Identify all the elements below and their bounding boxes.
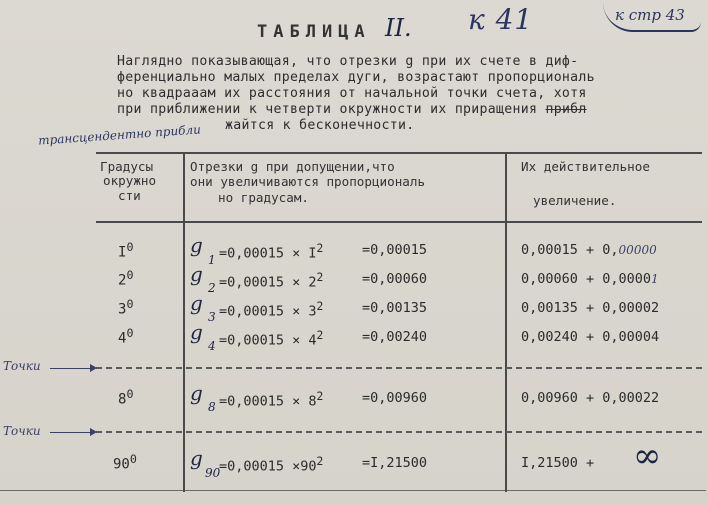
degree-sign: 0 [126, 297, 134, 311]
formula-power: 2 [316, 300, 324, 313]
actual-increase-cell [521, 271, 659, 287]
header-col1-line3: сти [118, 188, 141, 203]
actual-increase-cell [521, 300, 659, 316]
col-divider-2 [505, 152, 507, 492]
intro-line-4-text: при приближении к четверти окружности их приращения [117, 102, 538, 117]
result-cell: =0,00015 [362, 242, 428, 258]
degree-value: 8 [118, 391, 127, 408]
handwritten-digits: 00000 [618, 243, 657, 257]
degree-value: 90 [113, 456, 130, 473]
g-symbol: g [190, 262, 203, 286]
formula-power: 2 [316, 242, 324, 255]
header-col2-line2: они увеличиваются пропорциональ [190, 174, 426, 189]
header-col3-line1: Их действительное [521, 159, 650, 174]
formula-text: =0,00015 × 8 [219, 393, 317, 410]
g-subscript: 4 [208, 339, 216, 353]
formula-cell [219, 455, 323, 475]
g-subscript: 2 [208, 281, 216, 295]
intro-line-2: ференциально малых пределах дуги, возрастают пропорциональ [117, 70, 595, 85]
actual-increase-cell [521, 390, 659, 406]
actual-increase-value: 0,00240 + 0,00004 [521, 329, 660, 345]
degree-sign: 0 [129, 452, 137, 466]
result-cell: =0,00240 [362, 329, 428, 345]
formula-text: =0,00015 × 2 [219, 274, 317, 291]
infinity-symbol: ∞ [633, 436, 662, 476]
formula-text: =0,00015 ×90 [219, 458, 317, 475]
result-cell: =0,00135 [362, 300, 428, 316]
margin-label-tochki: Точки [3, 424, 41, 438]
table-bottom-border [0, 490, 706, 491]
actual-increase-value: 0,00060 + 0,0000 [521, 271, 652, 287]
degree-cell [113, 452, 137, 473]
formula-power: 2 [316, 455, 324, 468]
header-bottom-border [96, 221, 702, 223]
formula-power: 2 [316, 329, 324, 342]
degree-cell [118, 268, 133, 289]
intro-line-4 [117, 102, 587, 118]
struck-word: прибл [545, 102, 587, 117]
margin-arrow-icon [50, 368, 95, 369]
actual-increase-value: 0,00135 + 0,00002 [521, 300, 660, 316]
degree-sign: 0 [126, 268, 134, 282]
formula-text: =0,00015 × I [219, 245, 317, 262]
result-cell: =0,00060 [362, 271, 428, 287]
degree-sign: 0 [126, 326, 134, 340]
handwritten-page-ref: к 41 [468, 3, 534, 36]
degree-sign: 0 [126, 240, 134, 254]
formula-text: =0,00015 × 4 [219, 332, 317, 349]
degree-value: 4 [118, 330, 127, 347]
handwritten-margin-note: трансцендентно прибли [37, 122, 202, 148]
header-col3-line2: увеличение. [533, 193, 617, 208]
actual-increase-cell [521, 329, 659, 345]
g-symbol: g [190, 320, 203, 344]
actual-increase-value: 0,00015 + 0, [521, 242, 619, 258]
formula-cell [219, 300, 323, 320]
formula-text: =0,00015 × 3 [219, 303, 317, 320]
degree-cell [118, 240, 133, 261]
degree-value: I [118, 244, 127, 261]
formula-cell [219, 390, 323, 410]
g-subscript: 1 [208, 253, 216, 267]
handwritten-corner-ref: к стр 43 [615, 6, 685, 24]
actual-increase-value: I,21500 + [521, 455, 595, 471]
degree-cell [118, 297, 133, 318]
actual-increase-cell [521, 455, 594, 471]
degree-cell [118, 387, 133, 408]
table-title: ТАБЛИЦА [257, 22, 371, 42]
intro-line-3: но квадрааам их расстояния от начальной точки счета, хотя [117, 86, 587, 101]
row-separator-1 [96, 367, 702, 369]
g-subscript: 3 [208, 310, 216, 324]
header-col1-line2: окружно [103, 173, 157, 188]
g-symbol: g [190, 381, 203, 405]
actual-increase-value: 0,00960 + 0,00022 [521, 390, 660, 406]
g-subscript: 8 [208, 400, 216, 414]
degree-value: 3 [118, 301, 127, 318]
intro-line-1: Наглядно показывающая, что отрезки g при их счете в диф- [117, 54, 579, 69]
formula-cell [219, 329, 323, 349]
col-divider-1 [183, 152, 185, 492]
table-number: II. [385, 14, 412, 42]
formula-cell [219, 271, 323, 291]
g-symbol: g [190, 233, 203, 257]
header-col2-line3: но градусам. [218, 190, 309, 205]
formula-cell [219, 242, 323, 262]
header-col1-line1: Градусы [100, 159, 154, 174]
row-separator-2 [96, 431, 702, 433]
g-subscript: 90 [205, 466, 221, 480]
g-symbol: g [190, 446, 203, 470]
result-cell: =I,21500 [362, 455, 428, 471]
margin-label-tochki: Точки [3, 359, 41, 373]
result-cell: =0,00960 [362, 390, 428, 406]
degree-value: 2 [118, 272, 127, 289]
formula-power: 2 [316, 271, 324, 284]
actual-increase-cell [521, 242, 657, 258]
margin-arrow-icon [50, 432, 95, 433]
table-top-border [96, 152, 702, 154]
degree-cell [118, 326, 133, 347]
g-symbol: g [190, 291, 203, 315]
handwritten-digits: 1 [651, 272, 659, 286]
degree-sign: 0 [126, 387, 134, 401]
formula-power: 2 [316, 390, 324, 403]
intro-line-5: жайтся к бесконечности. [225, 118, 415, 133]
header-col2-line1: Отрезки g при допущении,что [190, 159, 395, 174]
